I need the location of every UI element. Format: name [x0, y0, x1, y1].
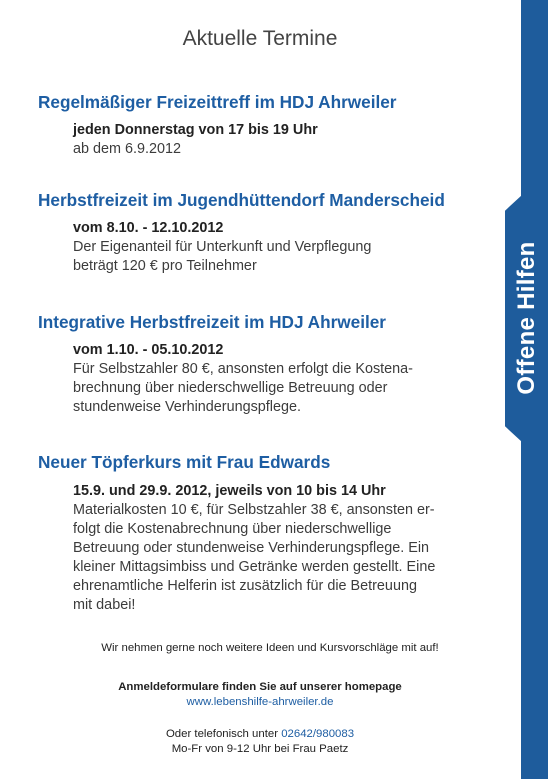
event-date: vom 1.10. - 05.10.2012 [73, 342, 224, 358]
registration-block [0, 680, 520, 710]
event-text-line: ab dem 6.9.2012 [73, 141, 182, 157]
page-title: Aktuelle Termine [182, 27, 338, 50]
ideas-note: Wir nehmen gerne noch weitere Ideen und Kursvorschläge mit auf! [101, 642, 439, 654]
homepage-link[interactable]: www.lebenshilfe-ahrweiler.de [186, 696, 334, 708]
side-tab-label: Offene Hilfen [513, 241, 540, 395]
event-text-line: kleiner Mittagsimbiss und Getränke werden gestellt. Eine [73, 559, 436, 575]
event-body-toepferkurs [73, 482, 493, 615]
event-body-integrative-herbstfreizeit [73, 341, 493, 417]
event-body-herbstfreizeit [73, 219, 493, 276]
event-body-freizeittreff [73, 121, 493, 159]
event-date: 15.9. und 29.9. 2012, jeweils von 10 bis 14 Uhr [73, 483, 386, 499]
event-heading-toepferkurs: Neuer Töpferkurs mit Frau Edwards [38, 452, 331, 472]
office-hours: Mo-Fr von 9-12 Uhr bei Frau Paetz [171, 743, 349, 755]
event-date: jeden Donnerstag von 17 bis 19 Uhr [73, 122, 318, 138]
event-text-line: Der Eigenanteil für Unterkunft und Verpflegung [73, 239, 372, 255]
event-text-line: Für Selbstzahler 80 €, ansonsten erfolgt die Kostena- [73, 361, 413, 377]
phone-number[interactable]: 02642/980083 [281, 728, 355, 740]
event-text-line: beträgt 120 € pro Teilnehmer [73, 258, 257, 274]
event-text-line: mit dabei! [73, 597, 136, 613]
event-heading-herbstfreizeit: Herbstfreizeit im Jugendhüttendorf Manderscheid [38, 190, 445, 210]
phone-prefix: Oder telefonisch unter [165, 728, 282, 740]
event-text-line: Materialkosten 10 €, für Selbstzahler 38 €, ansonsten er- [73, 502, 435, 518]
event-text-line: brechnung über niederschwellige Betreuung oder [73, 380, 388, 396]
event-text-line: folgt die Kostenabrechnung über niederschwellige [73, 521, 392, 537]
phone-line [0, 727, 520, 742]
event-date: vom 8.10. - 12.10.2012 [73, 220, 224, 236]
event-heading-integrative-herbstfreizeit: Integrative Herbstfreizeit im HDJ Ahrweiler [38, 312, 386, 332]
phone-block [0, 727, 520, 757]
event-text-line: Betreuung oder stundenweise Verhinderungspflege. Ein [73, 540, 430, 556]
event-heading-freizeittreff: Regelmäßiger Freizeittreff im HDJ Ahrweiler [38, 92, 397, 112]
event-text-line: stundenweise Verhinderungspflege. [73, 399, 302, 415]
registration-text: Anmeldeformulare finden Sie auf unserer homepage [118, 681, 402, 693]
event-text-line: ehrenamtliche Helferin ist zusätzlich für die Betreuung [73, 578, 417, 594]
